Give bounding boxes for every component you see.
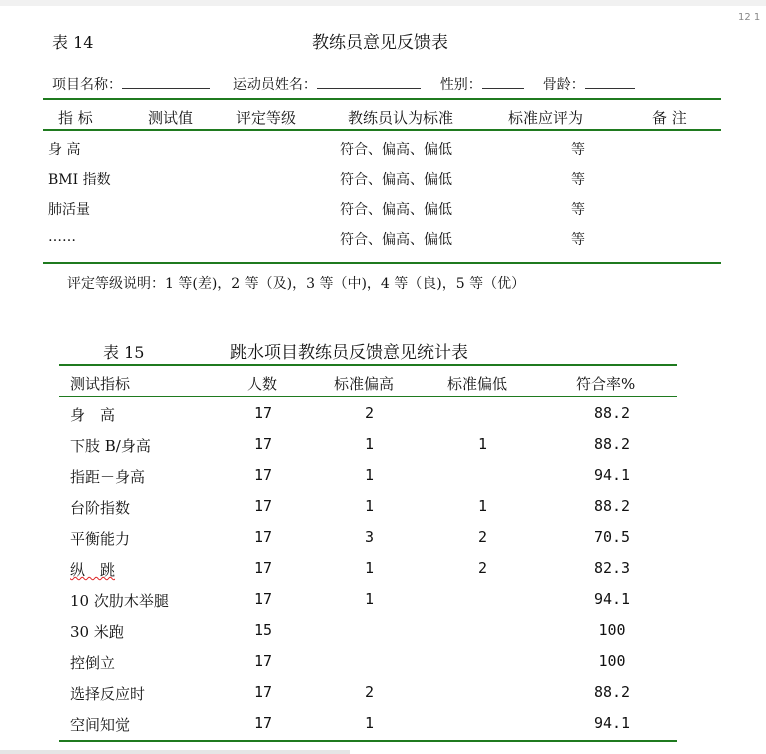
t15-row-7-count: 17 <box>254 590 273 608</box>
t15-row-2-rate: 88.2 <box>593 435 631 453</box>
t14-header-test-value: 测试值 <box>148 109 194 127</box>
t15-row-11-rate: 94.1 <box>593 714 631 732</box>
bone-age-blank <box>585 76 635 89</box>
t15-row-9-rate: 100 <box>598 652 626 670</box>
t15-row-5-indicator: 平衡能力 <box>70 530 131 548</box>
t15-row-3-rate: 94.1 <box>593 466 631 484</box>
t14-row4-opinion: 符合、偏高、偏低 <box>340 232 452 248</box>
t15-row-2-low: 1 <box>478 435 488 453</box>
t15-row-7-high: 1 <box>365 590 375 608</box>
project-name-label: 项目名称： <box>52 77 122 93</box>
t14-row4-grade: 等 <box>571 232 585 248</box>
t15-header-indicator: 测试指标 <box>70 375 131 393</box>
t15-row-2-indicator: 下肢 B/身高 <box>70 437 151 455</box>
t14-row2-opinion: 符合、偏高、偏低 <box>340 172 452 188</box>
grade-explanation-note: 评定等级说明：1 等(差)，2 等（及)，3 等（中)，4 等（良)，5 等（优） <box>67 276 526 292</box>
t15-row-6-indicator: 纵 跳 <box>70 561 116 579</box>
t14-row2-grade: 等 <box>571 172 585 188</box>
t15-row-9-count: 17 <box>254 652 273 670</box>
t14-header-coach-opinion: 教练员认为标准 <box>348 109 454 127</box>
t15-row-5-rate: 70.5 <box>593 528 631 546</box>
t15-row-6-low: 2 <box>478 559 488 577</box>
table14-info-line <box>52 74 635 94</box>
table15-title: 跳水项目教练员反馈意见统计表 <box>230 343 468 363</box>
t15-row-11-count: 17 <box>254 714 273 732</box>
t15-row-5-low: 2 <box>478 528 488 546</box>
t15-row-8-rate: 100 <box>598 621 626 639</box>
t14-row4-indicator: …… <box>48 229 76 245</box>
t14-header-indicator: 指 标 <box>58 109 93 127</box>
t15-header-high: 标准偏高 <box>334 375 395 393</box>
t15-row-8-indicator: 30 米跑 <box>70 623 124 641</box>
project-name-blank <box>122 76 210 89</box>
t15-row-9-indicator: 控倒立 <box>70 654 116 672</box>
t15-row-10-rate: 88.2 <box>593 683 631 701</box>
ruler-number: 12 1 <box>738 12 761 23</box>
t15-row-2-count: 17 <box>254 435 273 453</box>
t15-row-3-indicator: 指距－身高 <box>70 468 146 486</box>
table15-bottom-rule <box>59 740 677 742</box>
t15-row-10-indicator: 选择反应时 <box>70 685 146 703</box>
gender-blank <box>482 76 524 89</box>
table15-header-rule <box>59 396 677 397</box>
t14-row3-grade: 等 <box>571 202 585 218</box>
t15-row-10-high: 2 <box>365 683 375 701</box>
t15-row-4-high: 1 <box>365 497 375 515</box>
t14-row3-indicator: 肺活量 <box>48 202 90 218</box>
t15-row-1-indicator: 身 高 <box>70 406 116 424</box>
t15-row-4-count: 17 <box>254 497 273 515</box>
t14-row1-indicator: 身 高 <box>48 142 81 158</box>
table14-number: 表 14 <box>52 33 94 52</box>
t14-row1-opinion: 符合、偏高、偏低 <box>340 142 452 158</box>
t15-row-4-rate: 88.2 <box>593 497 631 515</box>
t15-row-6-rate: 82.3 <box>593 559 631 577</box>
athlete-name-blank <box>317 76 421 89</box>
t15-row-7-indicator: 10 次肋木举腿 <box>70 592 169 610</box>
t15-row-5-high: 3 <box>365 528 375 546</box>
t15-row-6-count: 17 <box>254 559 273 577</box>
table14-bottom-rule <box>43 262 721 264</box>
t15-header-count: 人数 <box>247 375 278 393</box>
t15-row-4-indicator: 台阶指数 <box>70 499 131 517</box>
t15-row-1-rate: 88.2 <box>593 404 631 422</box>
t15-row-10-count: 17 <box>254 683 273 701</box>
t14-row2-indicator: BMI 指数 <box>48 172 111 188</box>
t15-row-4-low: 1 <box>478 497 488 515</box>
t15-row-11-indicator: 空间知觉 <box>70 716 131 734</box>
gender-label: 性别： <box>439 77 482 93</box>
t14-row3-opinion: 符合、偏高、偏低 <box>340 202 452 218</box>
t15-row-1-count: 17 <box>254 404 273 422</box>
t15-row-2-high: 1 <box>365 435 375 453</box>
table14-title: 教练员意见反馈表 <box>312 33 448 53</box>
bottom-scroll-strip <box>0 750 350 754</box>
top-edge-strip <box>0 0 766 6</box>
table14-header-rule <box>43 129 721 131</box>
t15-row-3-high: 1 <box>365 466 375 484</box>
t15-header-low: 标准偏低 <box>447 375 508 393</box>
t15-row-7-rate: 94.1 <box>593 590 631 608</box>
t15-row-8-count: 15 <box>254 621 273 639</box>
table14-top-rule <box>43 98 721 100</box>
t15-row-1-high: 2 <box>365 404 375 422</box>
t15-row-11-high: 1 <box>365 714 375 732</box>
t15-row-6-high: 1 <box>365 559 375 577</box>
table15-number: 表 15 <box>103 343 145 362</box>
t14-header-grade: 评定等级 <box>236 109 297 127</box>
t15-header-rate: 符合率% <box>576 375 636 393</box>
t15-row-5-count: 17 <box>254 528 273 546</box>
t14-header-should-grade: 标准应评为 <box>508 109 584 127</box>
bone-age-label: 骨龄： <box>542 77 585 93</box>
t14-header-remarks: 备 注 <box>652 109 687 127</box>
t14-row1-grade: 等 <box>571 142 585 158</box>
table15-top-rule <box>59 364 677 366</box>
t15-row-3-count: 17 <box>254 466 273 484</box>
athlete-name-label: 运动员姓名： <box>232 77 317 93</box>
